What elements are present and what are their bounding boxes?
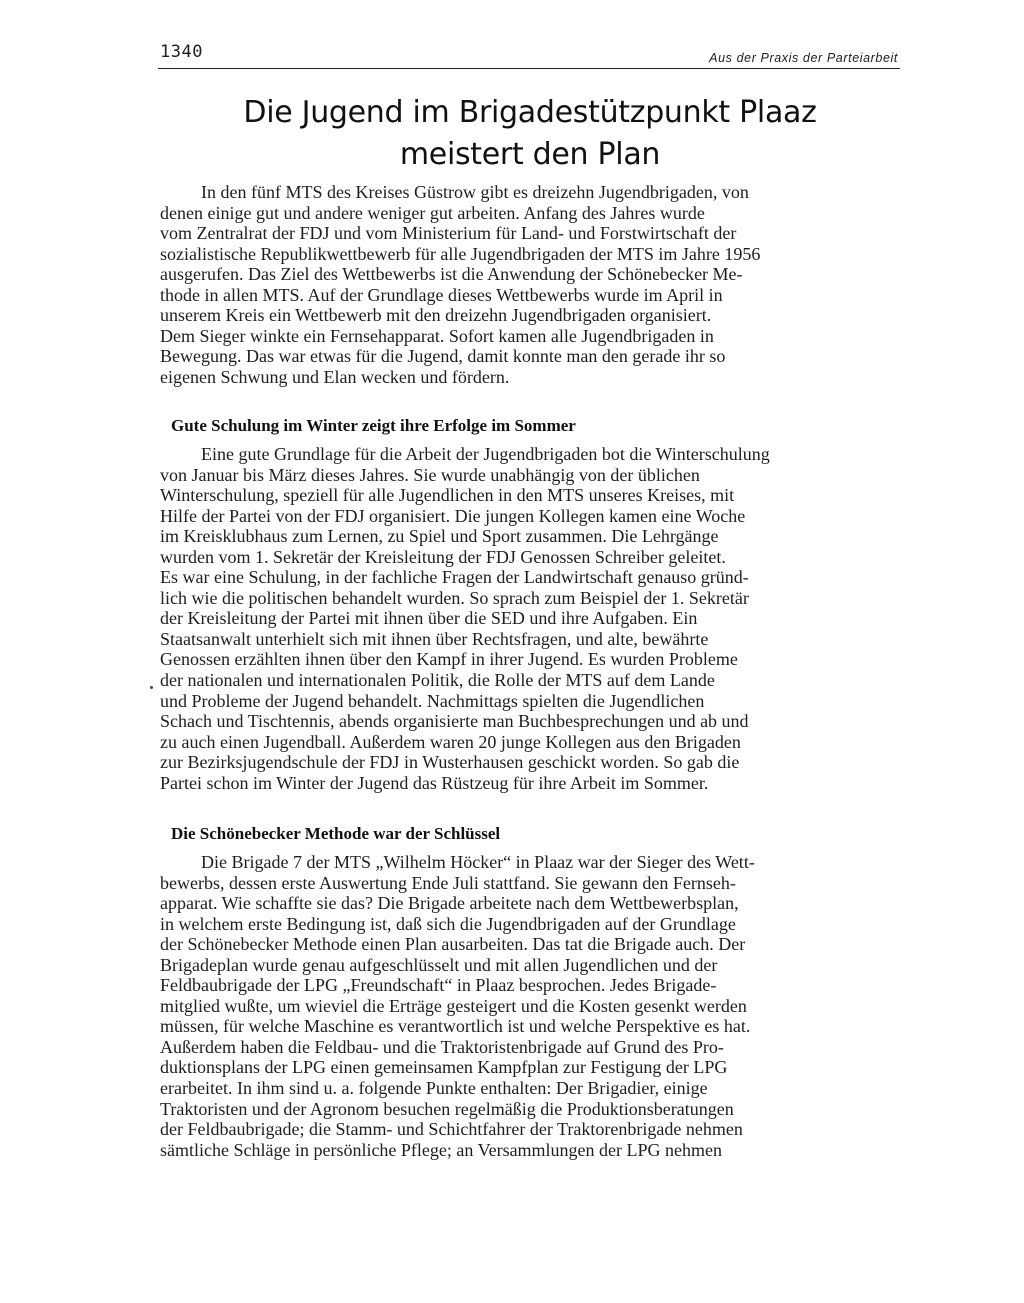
page-number: 1340 xyxy=(160,42,203,62)
title-line: Die Jugend im Brigadestützpunkt Plaaz xyxy=(243,95,817,130)
article-title xyxy=(230,92,830,176)
text-line: unserem Kreis ein Wettbewerb mit den dreizehn Jugendbrigaden organisiert. xyxy=(160,305,712,326)
text-line: müssen, für welche Maschine es verantwortlich ist und welche Perspektive es hat. xyxy=(160,1016,751,1037)
title-line: meistert den Plan xyxy=(399,137,661,172)
text-line: wurden vom 1. Sekretär der Kreisleitung der FDJ Genossen Schreiber geleitet. xyxy=(160,546,726,567)
text-line: der nationalen und internationalen Politik, die Rolle der MTS auf dem Lande xyxy=(160,670,715,691)
text-line: zu auch einen Jugendball. Außerdem waren 20 junge Kollegen aus den Brigaden xyxy=(160,731,741,752)
section-heading: Gute Schulung im Winter zeigt ihre Erfolge im Sommer xyxy=(171,416,576,435)
text-line: Traktoristen und der Agronom besuchen regelmäßig die Produktionsberatungen xyxy=(160,1098,734,1119)
text-line: mitglied wußte, um wieviel die Erträge gesteigert und die Kosten gesenkt werden xyxy=(160,995,747,1016)
intro-block xyxy=(160,182,898,387)
text-line: vom Zentralrat der FDJ und vom Ministerium für Land- und Forstwirtschaft der xyxy=(160,223,737,244)
text-line: Eine gute Grundlage für die Arbeit der Jugendbrigaden bot die Winterschulung xyxy=(201,444,770,464)
text-line: bewerbs, dessen erste Auswertung Ende Juli stattfand. Sie gewann den Fernseh- xyxy=(160,872,736,893)
text-line: erarbeitet. In ihm sind u. a. folgende Punkte enthalten: Der Brigadier, einige xyxy=(160,1078,708,1099)
section2-block xyxy=(160,852,898,1160)
text-line: zur Bezirksjugendschule der FDJ in Wusterhausen geschickt worden. So gab die xyxy=(160,752,740,773)
text-line: Außerdem haben die Feldbau- und die Traktoristenbrigade auf Grund des Pro- xyxy=(160,1036,724,1057)
text-line: duktionsplans der LPG einen gemeinsamen Kampfplan zur Festigung der LPG xyxy=(160,1057,728,1078)
text-line: thode in allen MTS. Auf der Grundlage dieses Wettbewerbs wurde im April in xyxy=(160,284,723,305)
margin-mark xyxy=(150,686,153,689)
text-line: Genossen erzählten ihnen über den Kampf in ihrer Jugend. Es wurden Probleme xyxy=(160,649,738,670)
text-line: Partei schon im Winter der Jugend das Rüstzeug für ihre Arbeit im Sommer. xyxy=(160,772,709,793)
text-line: Schach und Tischtennis, abends organisierte man Buchbesprechungen und ab und xyxy=(160,711,749,732)
text-line: denen einige gut und andere weniger gut arbeiten. Anfang des Jahres wurde xyxy=(160,202,705,223)
text-line: In den fünf MTS des Kreises Güstrow gibt es dreizehn Jugendbrigaden, von xyxy=(201,182,749,202)
text-line: lich wie die politischen behandelt wurden. So sprach zum Beispiel der 1. Sekretär xyxy=(160,587,749,608)
text-line: sozialistische Republikwettbewerb für alle Jugendbrigaden der MTS im Jahre 1956 xyxy=(160,243,761,264)
section-heading: Die Schönebecker Methode war der Schlüssel xyxy=(171,824,501,843)
page-header xyxy=(158,38,900,69)
text-line: der Schönebecker Methode einen Plan ausarbeiten. Das tat die Brigade auch. Der xyxy=(160,934,746,955)
text-line: apparat. Wie schaffte sie das? Die Brigade arbeitete nach dem Wettbewerbsplan, xyxy=(160,893,739,914)
text-line: Dem Sieger winkte ein Fernsehapparat. Sofort kamen alle Jugendbrigaden in xyxy=(160,325,714,346)
text-line: der Kreisleitung der Partei mit ihnen über die SED und ihre Aufgaben. Ein xyxy=(160,608,698,629)
section1-block xyxy=(160,444,898,793)
text-line: eigenen Schwung und Elan wecken und fördern. xyxy=(160,366,510,387)
text-line: Winterschulung, speziell für alle Jugendlichen in den MTS unseres Kreises, mit xyxy=(160,485,735,506)
text-line: Hilfe der Partei von der FDJ organisiert. Die jungen Kollegen kamen eine Woche xyxy=(160,505,746,526)
text-line: in welchem erste Bedingung ist, daß sich die Jugendbrigaden auf der Grundlage xyxy=(160,913,736,934)
text-line: Bewegung. Das war etwas für die Jugend, damit konnte man den gerade ihr so xyxy=(160,346,726,367)
intro-paragraph xyxy=(160,182,898,387)
section1-paragraph xyxy=(160,444,898,793)
text-line: und Probleme der Jugend behandelt. Nachmittags spielten die Jugendlichen xyxy=(160,690,705,711)
text-line: Feldbaubrigade der LPG „Freundschaft“ in Plaaz besprochen. Jedes Brigade- xyxy=(160,975,717,996)
text-line: Brigadeplan wurde genau aufgeschlüsselt und mit allen Jugendlichen und der xyxy=(160,954,718,975)
text-line: ausgerufen. Das Ziel des Wettbewerbs ist die Anwendung der Schönebecker Me- xyxy=(160,264,743,285)
text-line: im Kreisklubhaus zum Lernen, zu Spiel und Sport zusammen. Die Lehrgänge xyxy=(160,526,719,547)
text-line: Die Brigade 7 der MTS „Wilhelm Höcker“ in Plaaz war der Sieger des Wett- xyxy=(201,852,755,872)
text-line: Staatsanwalt unterhielt sich mit ihnen über Rechtsfragen, und alte, bewährte xyxy=(160,628,709,649)
text-line: sämtliche Schläge in persönliche Pflege; an Versammlungen der LPG nehmen xyxy=(160,1139,723,1160)
text-line: der Feldbaubrigade; die Stamm- und Schichtfahrer der Traktorenbrigade nehmen xyxy=(160,1119,743,1140)
text-line: Es war eine Schulung, in der fachliche Fragen der Landwirtschaft genauso gründ- xyxy=(160,567,749,588)
running-head: Aus der Praxis der Parteiarbeit xyxy=(709,51,898,65)
section2-paragraph xyxy=(160,852,898,1160)
text-line: von Januar bis März dieses Jahres. Sie wurde unabhängig von der üblichen xyxy=(160,464,700,485)
